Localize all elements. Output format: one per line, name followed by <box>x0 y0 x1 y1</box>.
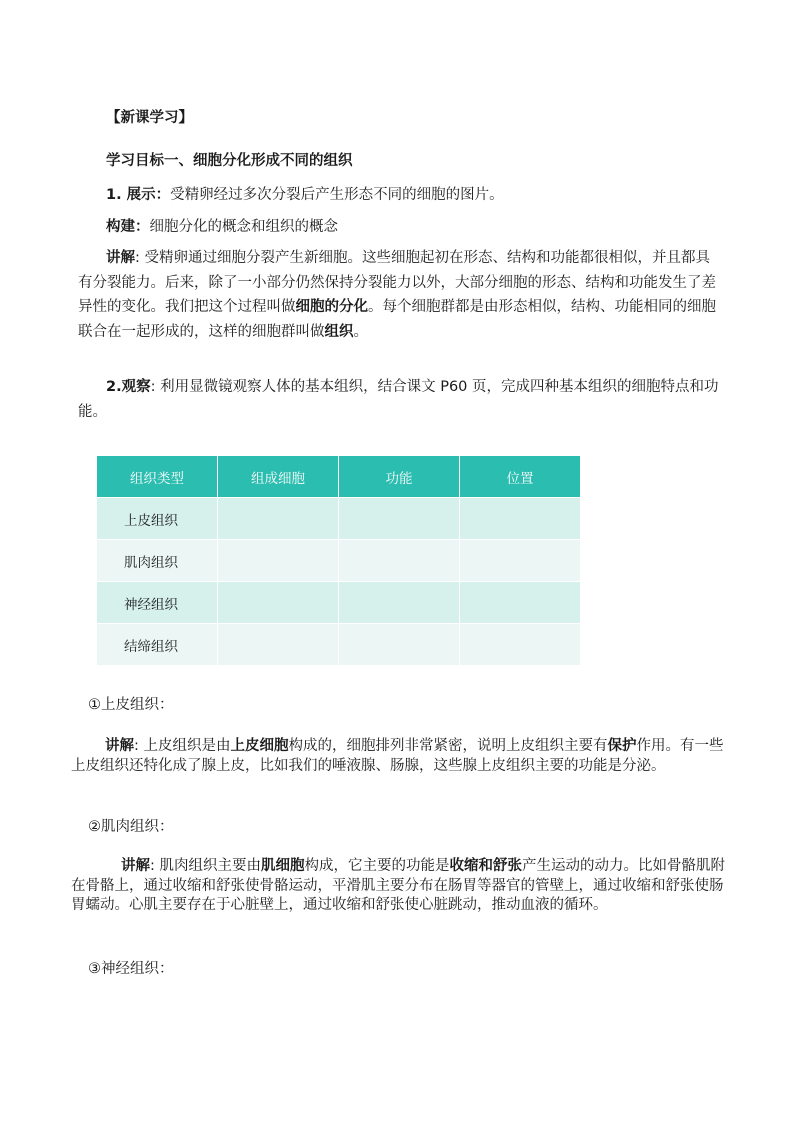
table-row <box>97 582 581 624</box>
epithelial-text-2: 构成的，细胞排列非常紧密，说明上皮组织主要有 <box>288 738 608 754</box>
epithelial-bold-2: 保护 <box>607 738 637 754</box>
construct-text: 细胞分化的概念和组织的概念 <box>149 219 338 235</box>
construct-label: 构建： <box>106 219 150 235</box>
muscle-text-3: 产生运动的动力。比如骨骼肌附在骨骼上，通过收缩和舒张使骨骼运动，平滑肌主要分布在肠胃等器官的管壁上，通过收缩和舒张使肠胃蠕动。心肌主要存在于心脏壁上，通过收缩和舒张使心脏跳动，推动血液的循环。 <box>71 858 725 913</box>
epithelial-label: 讲解 <box>105 738 134 754</box>
item1-label: 1. 展示： <box>106 187 171 203</box>
cell-blank[interactable] <box>339 498 460 540</box>
observe-paragraph <box>78 375 723 424</box>
muscle-paragraph <box>71 857 726 916</box>
explain1-paragraph <box>78 246 723 344</box>
section-header: 【新课学习】 <box>106 110 193 126</box>
cell-blank[interactable] <box>460 540 581 582</box>
epithelial-text-1: : 上皮组织是由 <box>134 738 231 754</box>
explain1-bold-2: 组织 <box>324 323 354 340</box>
muscle-text-2: 构成，它主要的功能是 <box>304 858 450 874</box>
objective-title: 学习目标一、细胞分化形成不同的组织 <box>106 153 353 169</box>
explain1-label: 讲解 <box>106 250 135 266</box>
item1-line <box>106 185 504 205</box>
header-location: 位置 <box>460 456 581 498</box>
cell-blank[interactable] <box>218 624 339 666</box>
header-cells: 组成细胞 <box>218 456 339 498</box>
cell-blank[interactable] <box>218 540 339 582</box>
header-function: 功能 <box>339 456 460 498</box>
cell-blank[interactable] <box>460 582 581 624</box>
row-label: 肌肉组织 <box>97 540 218 582</box>
epithelial-bold-1: 上皮细胞 <box>230 738 289 754</box>
muscle-label: 讲解 <box>121 858 150 874</box>
epithelial-text-3: 作用。有一些上皮组织还特化成了腺上皮，比如我们的唾液腺、肠腺，这些腺上皮组织主要的功能是分泌。 <box>71 738 724 774</box>
cell-blank[interactable] <box>460 624 581 666</box>
observe-label: 2.观察 <box>106 379 151 395</box>
muscle-text-1: : 肌肉组织主要由 <box>150 858 261 874</box>
construct-line <box>106 217 338 237</box>
cell-blank[interactable] <box>339 582 460 624</box>
row-label: 结缔组织 <box>97 624 218 666</box>
epithelial-paragraph <box>71 737 726 776</box>
epithelial-heading: ①上皮组织： <box>88 697 174 713</box>
muscle-heading: ②肌肉组织： <box>88 819 174 835</box>
muscle-bold-2: 收缩和舒张 <box>449 858 522 874</box>
nerve-heading: ③神经组织： <box>88 961 174 977</box>
item1-text: 受精卵经过多次分裂后产生形态不同的细胞的图片。 <box>170 187 504 203</box>
muscle-bold-1: 肌细胞 <box>261 858 305 874</box>
table-header-row <box>97 456 581 498</box>
observe-text: : 利用显微镜观察人体的基本组织，结合课文 P60 页，完成四种基本组织的细胞特点和功能。 <box>78 379 719 420</box>
explain1-bold-1: 细胞的分化 <box>295 299 368 315</box>
cell-blank[interactable] <box>339 540 460 582</box>
explain1-text-2: 。每个细胞群都是由形态相似，结构、功能相同的细胞联合在一起形成的，这样的细胞群叫做 <box>78 299 716 340</box>
tissue-table <box>96 455 581 666</box>
table-row <box>97 540 581 582</box>
cell-blank[interactable] <box>460 498 581 540</box>
row-label: 神经组织 <box>97 582 218 624</box>
table-row <box>97 498 581 540</box>
row-label: 上皮组织 <box>97 498 218 540</box>
explain1-text-1: : 受精卵通过细胞分裂产生新细胞。这些细胞起初在形态、结构和功能都很相似，并且都具有分裂能力。后来，除了一小部分仍然保持分裂能力以外，大部分细胞的形态、结构和功能发生了差异性的变化。我们把这个过程叫做 <box>78 250 716 315</box>
cell-blank[interactable] <box>339 624 460 666</box>
table-row <box>97 624 581 666</box>
header-tissue-type: 组织类型 <box>97 456 218 498</box>
cell-blank[interactable] <box>218 498 339 540</box>
cell-blank[interactable] <box>218 582 339 624</box>
explain1-text-3: 。 <box>353 323 368 340</box>
